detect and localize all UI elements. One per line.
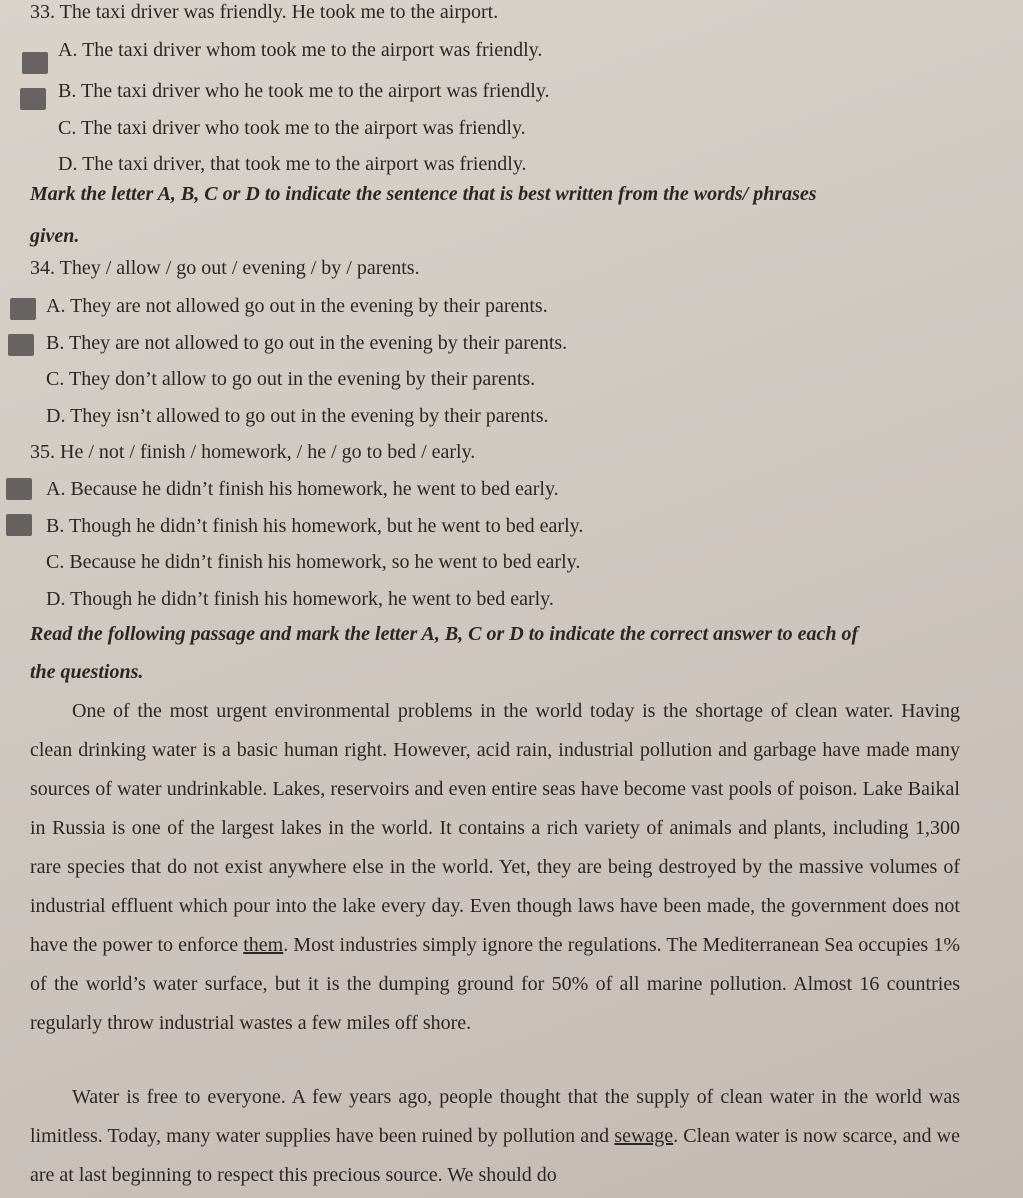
margin-marker <box>10 298 36 320</box>
passage-underlined-sewage: sewage <box>614 1125 674 1147</box>
q33-option-b[interactable]: B. The taxi driver who he took me to the airport was friendly. <box>58 80 550 102</box>
passage-p2-text-b: . Clean water is now scarce, and we are at last beginning to respect this precious source. We should do <box>30 1125 960 1186</box>
q33-option-d[interactable]: D. The taxi driver, that took me to the airport was friendly. <box>58 153 527 175</box>
passage-paragraph-2 <box>30 1078 960 1195</box>
q35-option-a[interactable]: A. Because he didn’t finish his homework, he went to bed early. <box>46 478 559 500</box>
question-34-stem: 34. They / allow / go out / evening / by / parents. <box>30 257 420 279</box>
passage-p1-text-a: One of the most urgent environmental problems in the world today is the shortage of clean water. Having clean drinking water is a basic human right. However, acid rain, industrial pollution and garbage have made many sources of water undrinkable. Lakes, reservoirs and even entire seas have become vast pools of poison. Lake Baikal in Russia is one of the largest lakes in the world. It contains a rich variety of animals and plants, including 1,300 rare species that do not exist anywhere else in the world. Yet, they are being destroyed by the massive volumes of industrial effluent which pour into the lake every day. Even though laws have been made, the government does not have the power to enforce <box>30 700 960 956</box>
q33-option-a[interactable]: A. The taxi driver whom took me to the airport was friendly. <box>58 39 543 61</box>
margin-marker <box>6 478 32 500</box>
margin-marker <box>8 334 34 356</box>
q35-option-b[interactable]: B. Though he didn’t finish his homework, but he went to bed early. <box>46 515 584 537</box>
margin-marker <box>22 52 48 74</box>
q34-option-c[interactable]: C. They don’t allow to go out in the evening by their parents. <box>46 368 536 390</box>
q35-option-d[interactable]: D. Though he didn’t finish his homework, he went to bed early. <box>46 588 554 610</box>
passage-p2-text-a: Water is free to everyone. A few years ago, people thought that the supply of clean water in the world was limitless. Today, many water supplies have been ruined by pollution and <box>30 1086 960 1147</box>
q33-option-c[interactable]: C. The taxi driver who took me to the airport was friendly. <box>58 117 526 139</box>
instruction-reading-line2: the questions. <box>30 661 144 683</box>
passage-paragraph-1 <box>30 692 960 1043</box>
q34-option-a[interactable]: A. They are not allowed go out in the evening by their parents. <box>46 295 548 317</box>
q35-option-c[interactable]: C. Because he didn’t finish his homework, so he went to bed early. <box>46 551 581 573</box>
q34-option-b[interactable]: B. They are not allowed to go out in the evening by their parents. <box>46 332 568 354</box>
question-35-stem: 35. He / not / finish / homework, / he / go to bed / early. <box>30 441 476 463</box>
passage-p1-text-b: . Most industries simply ignore the regulations. The Mediterranean Sea occupies 1% of the world’s water surface, but it is the dumping ground for 50% of all marine pollution. Almost 16 countries regularly throw industrial wastes a few miles off shore. <box>30 934 960 1034</box>
instruction-reading-line1: Read the following passage and mark the letter A, B, C or D to indicate the correct answer to each of <box>30 623 859 645</box>
q34-option-d[interactable]: D. They isn’t allowed to go out in the evening by their parents. <box>46 405 549 427</box>
margin-marker <box>20 88 46 110</box>
question-33-stem: 33. The taxi driver was friendly. He took me to the airport. <box>30 1 499 23</box>
instruction-sentence-building-line2: given. <box>30 225 80 247</box>
passage-underlined-them: them <box>243 934 284 956</box>
instruction-sentence-building-line1: Mark the letter A, B, C or D to indicate the sentence that is best written from the words/ phrases <box>30 183 817 205</box>
margin-marker <box>6 514 32 536</box>
